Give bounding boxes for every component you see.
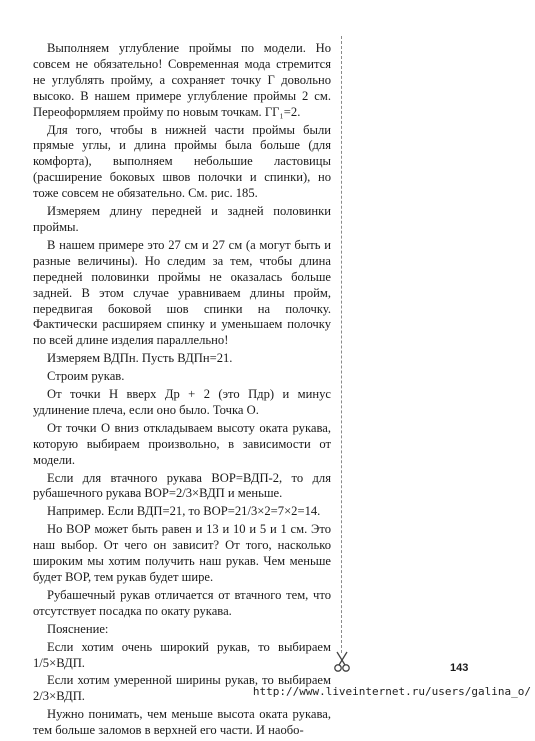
body-text	[33, 41, 331, 741]
paragraph: Если хотим очень широкий рукав, то выбираем 1/5×ВДП.	[33, 639, 331, 670]
paragraph: Рубашечный рукав отличается от втачного тем, что отсутствует посадка по окату рукава.	[33, 587, 331, 618]
paragraph: Измеряем ВДПн. Пусть ВДПн=21.	[47, 351, 233, 366]
paragraph: Если хотим умеренной ширины рукав, то выбираем 2/3×ВДП.	[33, 673, 331, 704]
paragraph: Пояснение:	[47, 621, 109, 636]
paragraph: Нужно понимать, чем меньше высота оката рукава, тем больше заломов в верхней его части. И наобо-	[33, 707, 331, 738]
dashed-cut-line	[341, 36, 342, 653]
paragraph: Выполняем углубление проймы по модели. Но совсем не обязательно! Современная мода стремится не углублять пройму, а сохраняет точку Г довольно высоко. В нашем примере углубление проймы 2 см. Переоформляем пройму по новым точкам. ГГ₁=2.	[33, 41, 331, 119]
paragraph: Для того, чтобы в нижней части проймы были прямые углы, и длина проймы была больше (для комфорта), выполняем небольшие ластовицы (расширение боковых швов полочки и спинки), но тоже совсем не обязательно. См. рис. 185.	[33, 122, 331, 201]
paragraph: В нашем примере это 27 см и 27 см (а могут быть и разные величины). Но следим за тем, чтобы длина передней половинки проймы не оказалась больше задней. В этом случае уравниваем длины пройм, передвигая боковой шов спинки на полочку. Фактически расширяем спинку и уменьшаем полочку по всей длине изделия параллельно!	[33, 237, 331, 348]
paragraph: Если для втачного рукава ВОР=ВДП-2, то для рубашечного рукава ВОР=2/3×ВДП и меньше.	[33, 470, 331, 501]
paragraph: Но ВОР может быть равен и 13 и 10 и 5 и 1 см. Это наш выбор. От чего он зависит? От того, насколько широким мы хотим получить наш рукав. Чем меньше будет ВОР, тем рукав будет шире.	[33, 522, 331, 584]
page-number: 143	[450, 662, 469, 674]
paragraph: Измеряем длину передней и задней половинки проймы.	[33, 204, 331, 234]
paragraph: Например. Если ВДП=21, то ВОР=21/3×2=7×2=14.	[47, 504, 321, 519]
paragraph: Строим рукав.	[47, 369, 125, 384]
paragraph: От точки О вниз откладываем высоту оката рукава, которую выбираем произвольно, в зависимости от модели.	[33, 420, 331, 467]
scissors-icon	[333, 651, 351, 673]
paragraph: От точки Н вверх Др + 2 (это Пдр) и минус удлинение плеча, если оно было. Точка О.	[33, 387, 331, 417]
source-watermark: http://www.liveinternet.ru/users/galina_o/	[252, 685, 531, 698]
